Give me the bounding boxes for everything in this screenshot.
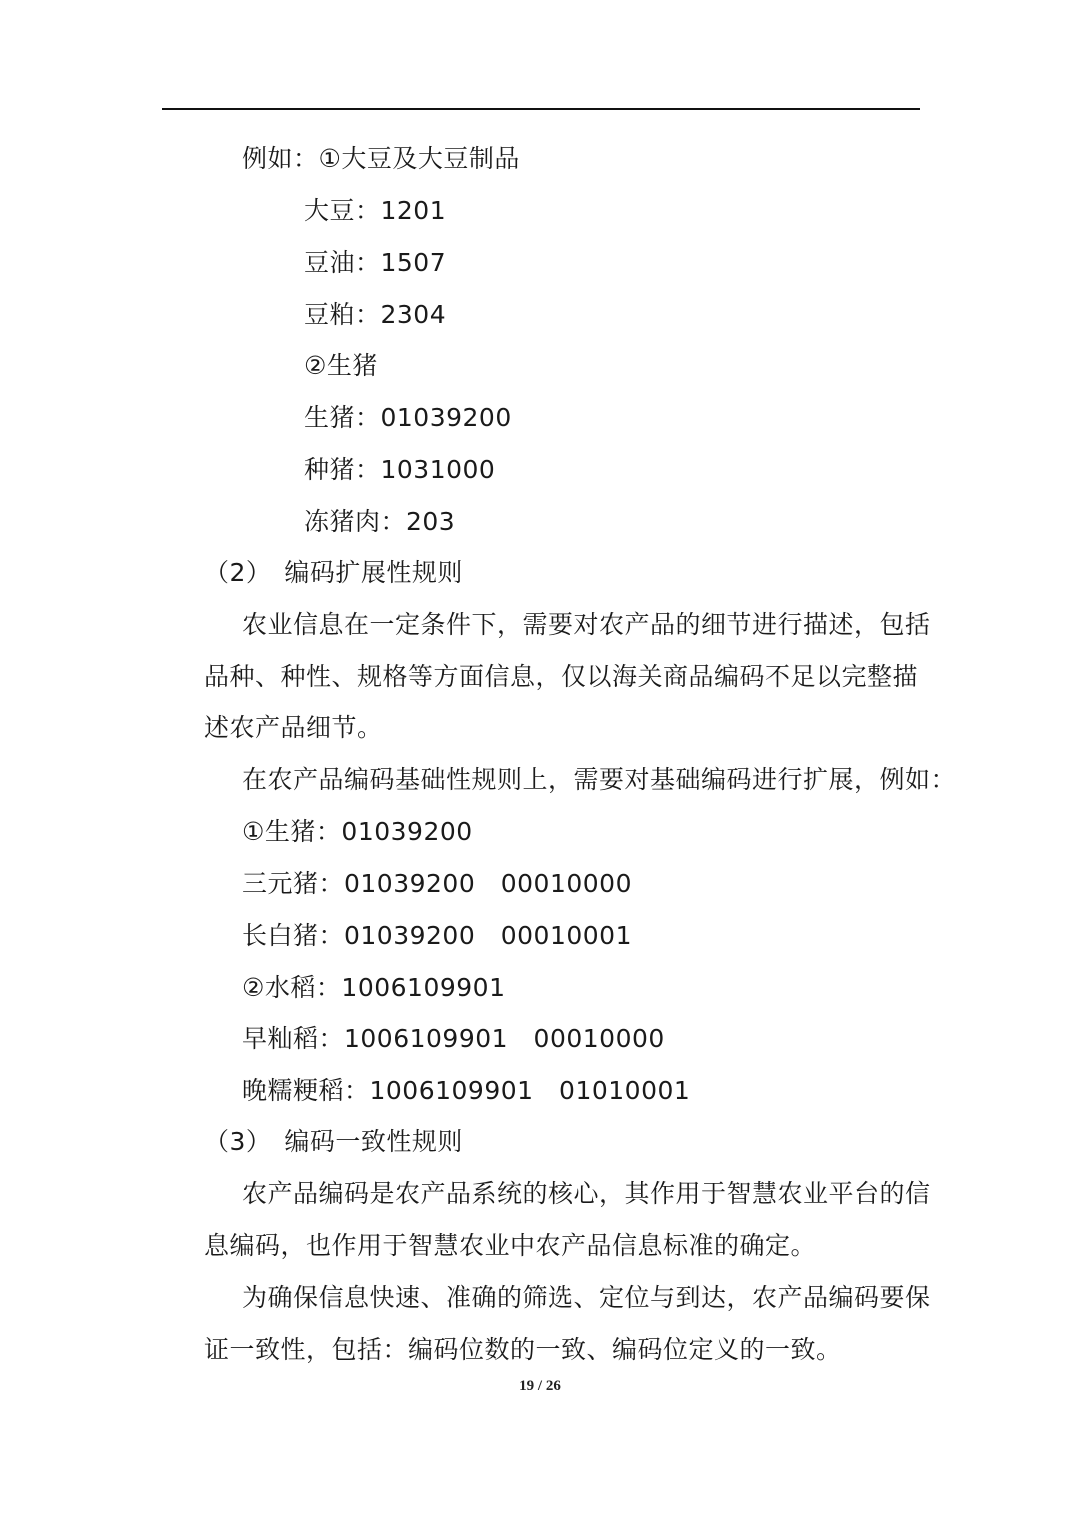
page-number: 19 / 26 bbox=[519, 1378, 561, 1394]
early-indica-rice-code: 早籼稻：1006109901 00010000 bbox=[242, 1024, 665, 1053]
live-pig-heading: ②生猪 bbox=[304, 351, 378, 380]
frozen-pork-code: 冻猪肉：203 bbox=[304, 507, 456, 536]
paragraph-line: 述农产品细节。 bbox=[204, 713, 383, 742]
breeding-pig-code: 种猪：1031000 bbox=[304, 455, 496, 484]
rice-code: ②水稻：1006109901 bbox=[242, 973, 506, 1002]
soybean-code: 大豆：1201 bbox=[304, 196, 447, 225]
paragraph-line: 为确保信息快速、准确的筛选、定位与到达，农产品编码要保 bbox=[242, 1283, 931, 1312]
landrace-pig-code: 长白猪：01039200 00010001 bbox=[242, 921, 632, 950]
paragraph-line: 在农产品编码基础性规则上，需要对基础编码进行扩展，例如： bbox=[242, 765, 957, 794]
example-intro: 例如：①大豆及大豆制品 bbox=[242, 144, 520, 173]
section-heading-extensibility: （2） 编码扩展性规则 bbox=[204, 558, 463, 587]
live-pig-code: 生猪：01039200 bbox=[304, 403, 512, 432]
paragraph-line: 品种、种性、规格等方面信息，仅以海关商品编码不足以完整描 bbox=[204, 662, 919, 691]
paragraph-line: 农产品编码是农产品系统的核心，其作用于智慧农业平台的信 bbox=[242, 1179, 931, 1208]
paragraph-line: 农业信息在一定条件下，需要对农产品的细节进行描述，包括 bbox=[242, 610, 931, 639]
paragraph-line: 证一致性，包括：编码位数的一致、编码位定义的一致。 bbox=[204, 1335, 842, 1364]
paragraph-line: 息编码，也作用于智慧农业中农产品信息标准的确定。 bbox=[204, 1231, 817, 1260]
live-pig-extended-code: ①生猪：01039200 bbox=[242, 817, 473, 846]
section-heading-consistency: （3） 编码一致性规则 bbox=[204, 1127, 463, 1156]
sanyuan-pig-code: 三元猪：01039200 00010000 bbox=[242, 869, 632, 898]
header-rule bbox=[162, 108, 920, 110]
soybean-meal-code: 豆粕：2304 bbox=[304, 300, 447, 329]
late-glutinous-japonica-rice-code: 晚糯粳稻：1006109901 01010001 bbox=[242, 1076, 691, 1105]
soybean-oil-code: 豆油：1507 bbox=[304, 248, 447, 277]
